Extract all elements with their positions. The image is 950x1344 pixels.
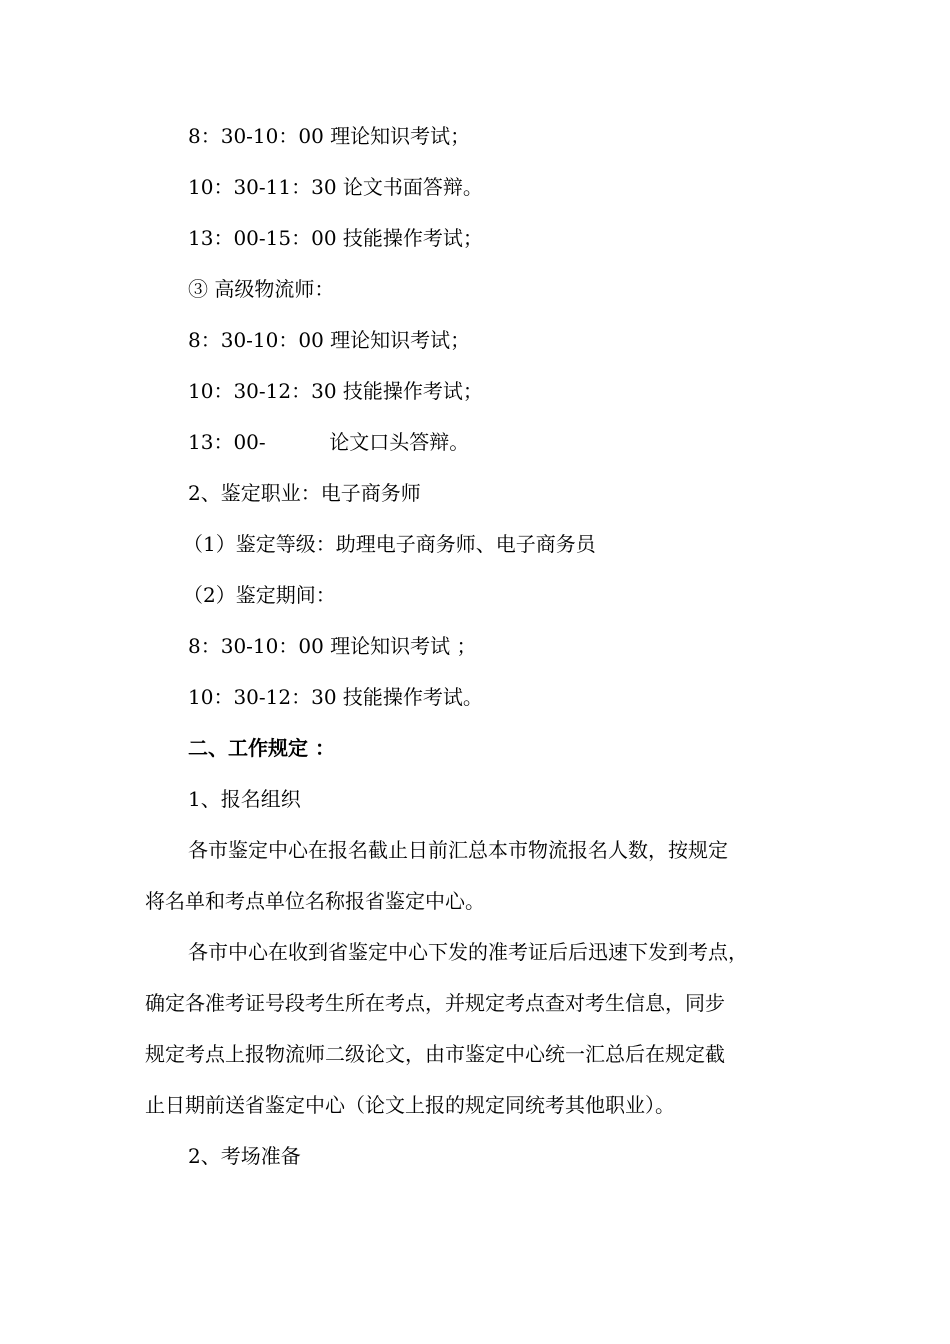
occupation-ecommerce-heading: 2、鉴定职业：电子商务师 <box>188 481 421 505</box>
schedule-line-theory-1: 8：30-10：00 理论知识考试； <box>188 124 471 148</box>
paragraph-2-line-3: 规定考点上报物流师二级论文，由市鉴定中心统一汇总后在规定截 <box>145 1042 725 1066</box>
schedule-line-theory-3: 8：30-10：00 理论知识考试 ； <box>188 634 477 658</box>
schedule-line-skill-3: 10：30-12：30 技能操作考试。 <box>188 685 483 709</box>
schedule-line-paper-written: 10：30-11：30 论文书面答辩。 <box>188 175 483 199</box>
schedule-line-skill-2: 10：30-12：30 技能操作考试； <box>188 379 483 403</box>
senior-logistician-heading: ③ 高级物流师： <box>188 277 335 301</box>
schedule-line-skill-1: 13：00-15：00 技能操作考试； <box>188 226 483 250</box>
section-heading-work-rules: 二、工作规定 ： <box>188 736 335 760</box>
schedule-line-paper-oral: 13：00- 论文口头答辩。 <box>188 430 470 454</box>
paragraph-2-line-1: 各市中心在收到省鉴定中心下发的准考证后后迅速下发到考点， <box>188 940 748 964</box>
paragraph-1-line-2: 将名单和考点单位名称报省鉴定中心。 <box>145 889 485 913</box>
paragraph-2-line-4: 止日期前送省鉴定中心（论文上报的规定同统考其他职业）。 <box>145 1093 675 1117</box>
schedule-line-theory-2: 8：30-10：00 理论知识考试； <box>188 328 471 352</box>
subsection-exam-room-prep: 2、考场准备 <box>188 1144 301 1168</box>
appraisal-level: （1）鉴定等级：助理电子商务师、电子商务员 <box>183 532 596 556</box>
subsection-registration: 1、报名组织 <box>188 787 301 811</box>
paragraph-1-line-1: 各市鉴定中心在报名截止日前汇总本市物流报名人数，按规定 <box>188 838 728 862</box>
appraisal-period: （2）鉴定期间： <box>183 583 336 607</box>
paragraph-2-line-2: 确定各准考证号段考生所在考点，并规定考点查对考生信息，同步 <box>145 991 725 1015</box>
